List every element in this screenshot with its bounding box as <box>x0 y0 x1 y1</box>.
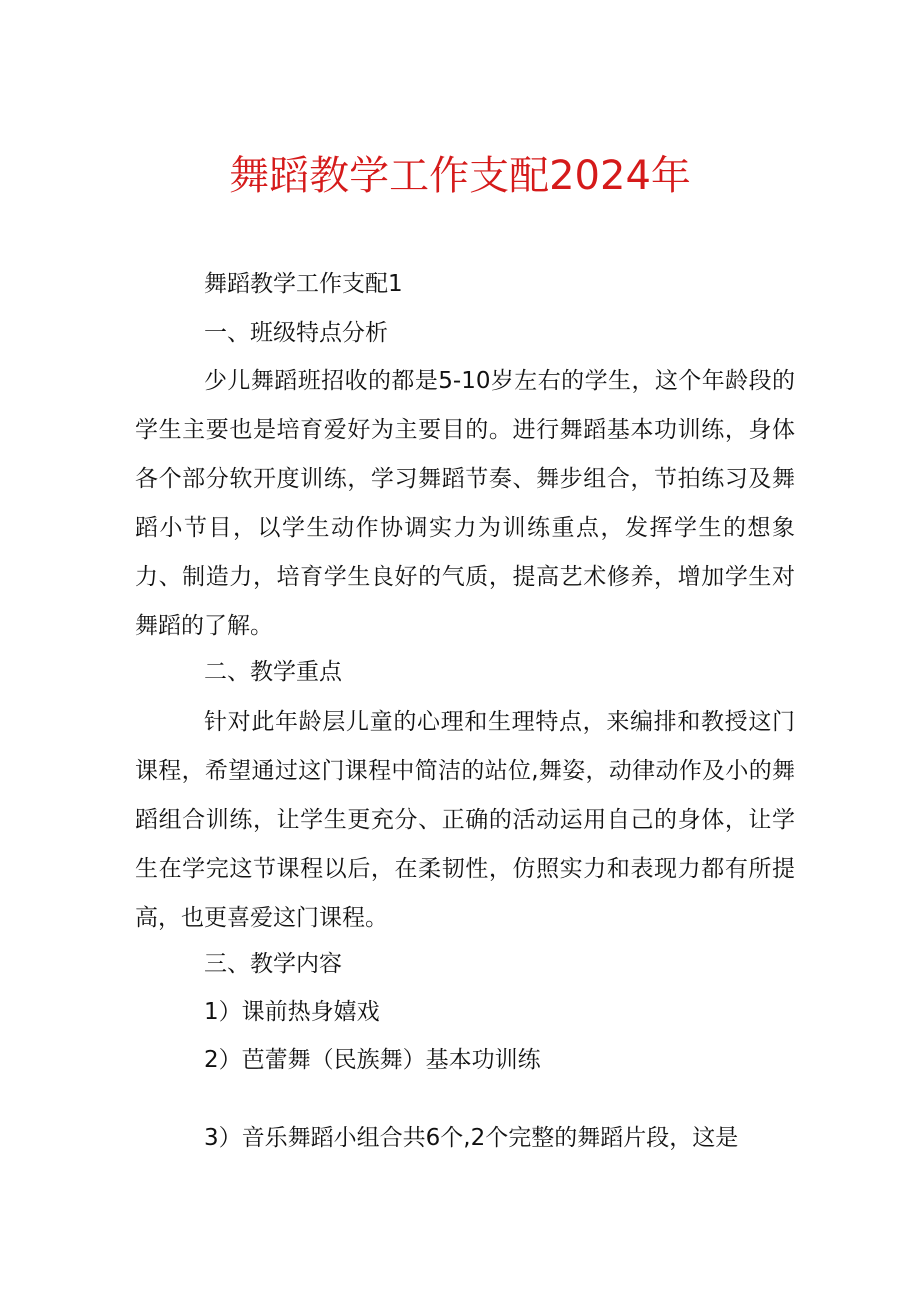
paragraph-class-analysis: 少儿舞蹈班招收的都是5-10岁左右的学生，这个年龄段的学生主要也是培育爱好为主要目的。进行舞蹈基本功训练，身体各个部分软开度训练，学习舞蹈节奏、舞步组合，节拍练习及舞蹈小节目，以学生动作协调实力为训练重点，发挥学生的想象力、制造力，培育学生良好的气质，提高艺术修养，增加学生对舞蹈的了解。 <box>135 368 795 639</box>
list-item-basic-training: 2）芭蕾舞（民族舞）基本功训练 <box>204 1047 541 1073</box>
paragraph-teaching-focus: 针对此年龄层儿童的心理和生理特点，来编排和教授这门课程，希望通过这门课程中简洁的站位,舞姿，动律动作及小的舞蹈组合训练，让学生更充分、正确的活动运用自己的身体，让学生在学完这节课程以后，在柔韧性，仿照实力和表现力都有所提高，也更喜爱这门课程。 <box>135 709 795 931</box>
document-title: 舞蹈教学工作支配2024年 <box>229 153 691 199</box>
section-heading-teaching-content: 三、教学内容 <box>204 951 342 977</box>
document-subtitle: 舞蹈教学工作支配1 <box>204 271 403 297</box>
section-heading-teaching-focus: 二、教学重点 <box>204 659 342 685</box>
list-item-dance-combinations: 3）音乐舞蹈小组合共6个,2个完整的舞蹈片段，这是 <box>204 1125 739 1151</box>
list-item-warmup: 1）课前热身嬉戏 <box>204 999 380 1025</box>
section-heading-class-analysis: 一、班级特点分析 <box>204 320 388 346</box>
